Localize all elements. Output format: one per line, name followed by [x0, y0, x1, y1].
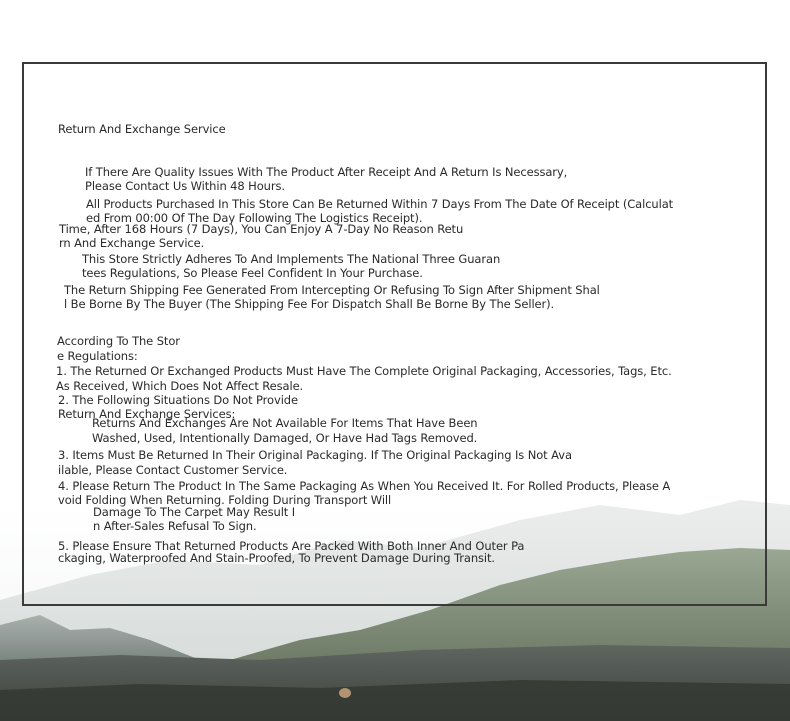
- text-line: ed From 00:00 Of The Day Following The Logistics Receipt).: [86, 211, 423, 225]
- text-line: Damage To The Carpet May Result I: [93, 505, 296, 519]
- text-line: 3. Items Must Be Returned In Their Original Packaging. If The Original Packaging Is Not Ava: [58, 448, 572, 462]
- text-line: 1. The Returned Or Exchanged Products Must Have The Complete Original Packaging, Accessories, Tags, Etc.: [56, 364, 672, 378]
- text-line: 4. Please Return The Product In The Same Packaging As When You Received It. For Rolled Products, Please A: [58, 479, 671, 493]
- text-line: l Be Borne By The Buyer (The Shipping Fee For Dispatch Shall Be Borne By The Seller).: [64, 297, 555, 311]
- text-line: According To The Stor: [57, 334, 180, 348]
- text-line: Please Contact Us Within 48 Hours.: [85, 179, 285, 193]
- text-line: n After-Sales Refusal To Sign.: [93, 519, 257, 533]
- text-line: void Folding When Returning. Folding During Transport Will: [58, 493, 392, 507]
- text-line: If There Are Quality Issues With The Product After Receipt And A Return Is Necessary,: [85, 165, 568, 179]
- text-line: All Products Purchased In This Store Can Be Returned Within 7 Days From The Date Of Receipt (Calculat: [86, 197, 674, 211]
- text-line: This Store Strictly Adheres To And Implements The National Three Guaran: [82, 252, 501, 266]
- text-line: Washed, Used, Intentionally Damaged, Or Have Had Tags Removed.: [92, 431, 478, 445]
- text-line: Return And Exchange Services:: [58, 407, 236, 421]
- text-line: 5. Please Ensure That Returned Products Are Packed With Both Inner And Outer Pa: [58, 539, 525, 553]
- text-line: rn And Exchange Service.: [59, 236, 205, 250]
- text-line: The Return Shipping Fee Generated From Intercepting Or Refusing To Sign After Shipment Shal: [64, 283, 600, 297]
- section-heading: Return And Exchange Service: [58, 122, 226, 136]
- text-line: ilable, Please Contact Customer Service.: [58, 463, 288, 477]
- text-line: tees Regulations, So Please Feel Confident In Your Purchase.: [82, 266, 423, 280]
- text-line: e Regulations:: [57, 349, 138, 363]
- text-line: As Received, Which Does Not Affect Resale.: [56, 379, 304, 393]
- text-line: Time, After 168 Hours (7 Days), You Can Enjoy A 7-Day No Reason Retu: [59, 222, 464, 236]
- text-line: ckaging, Waterproofed And Stain-Proofed, To Prevent Damage During Transit.: [58, 551, 495, 565]
- text-line: Returns And Exchanges Are Not Available For Items That Have Been: [92, 416, 478, 430]
- text-line: 2. The Following Situations Do Not Provide: [58, 393, 298, 407]
